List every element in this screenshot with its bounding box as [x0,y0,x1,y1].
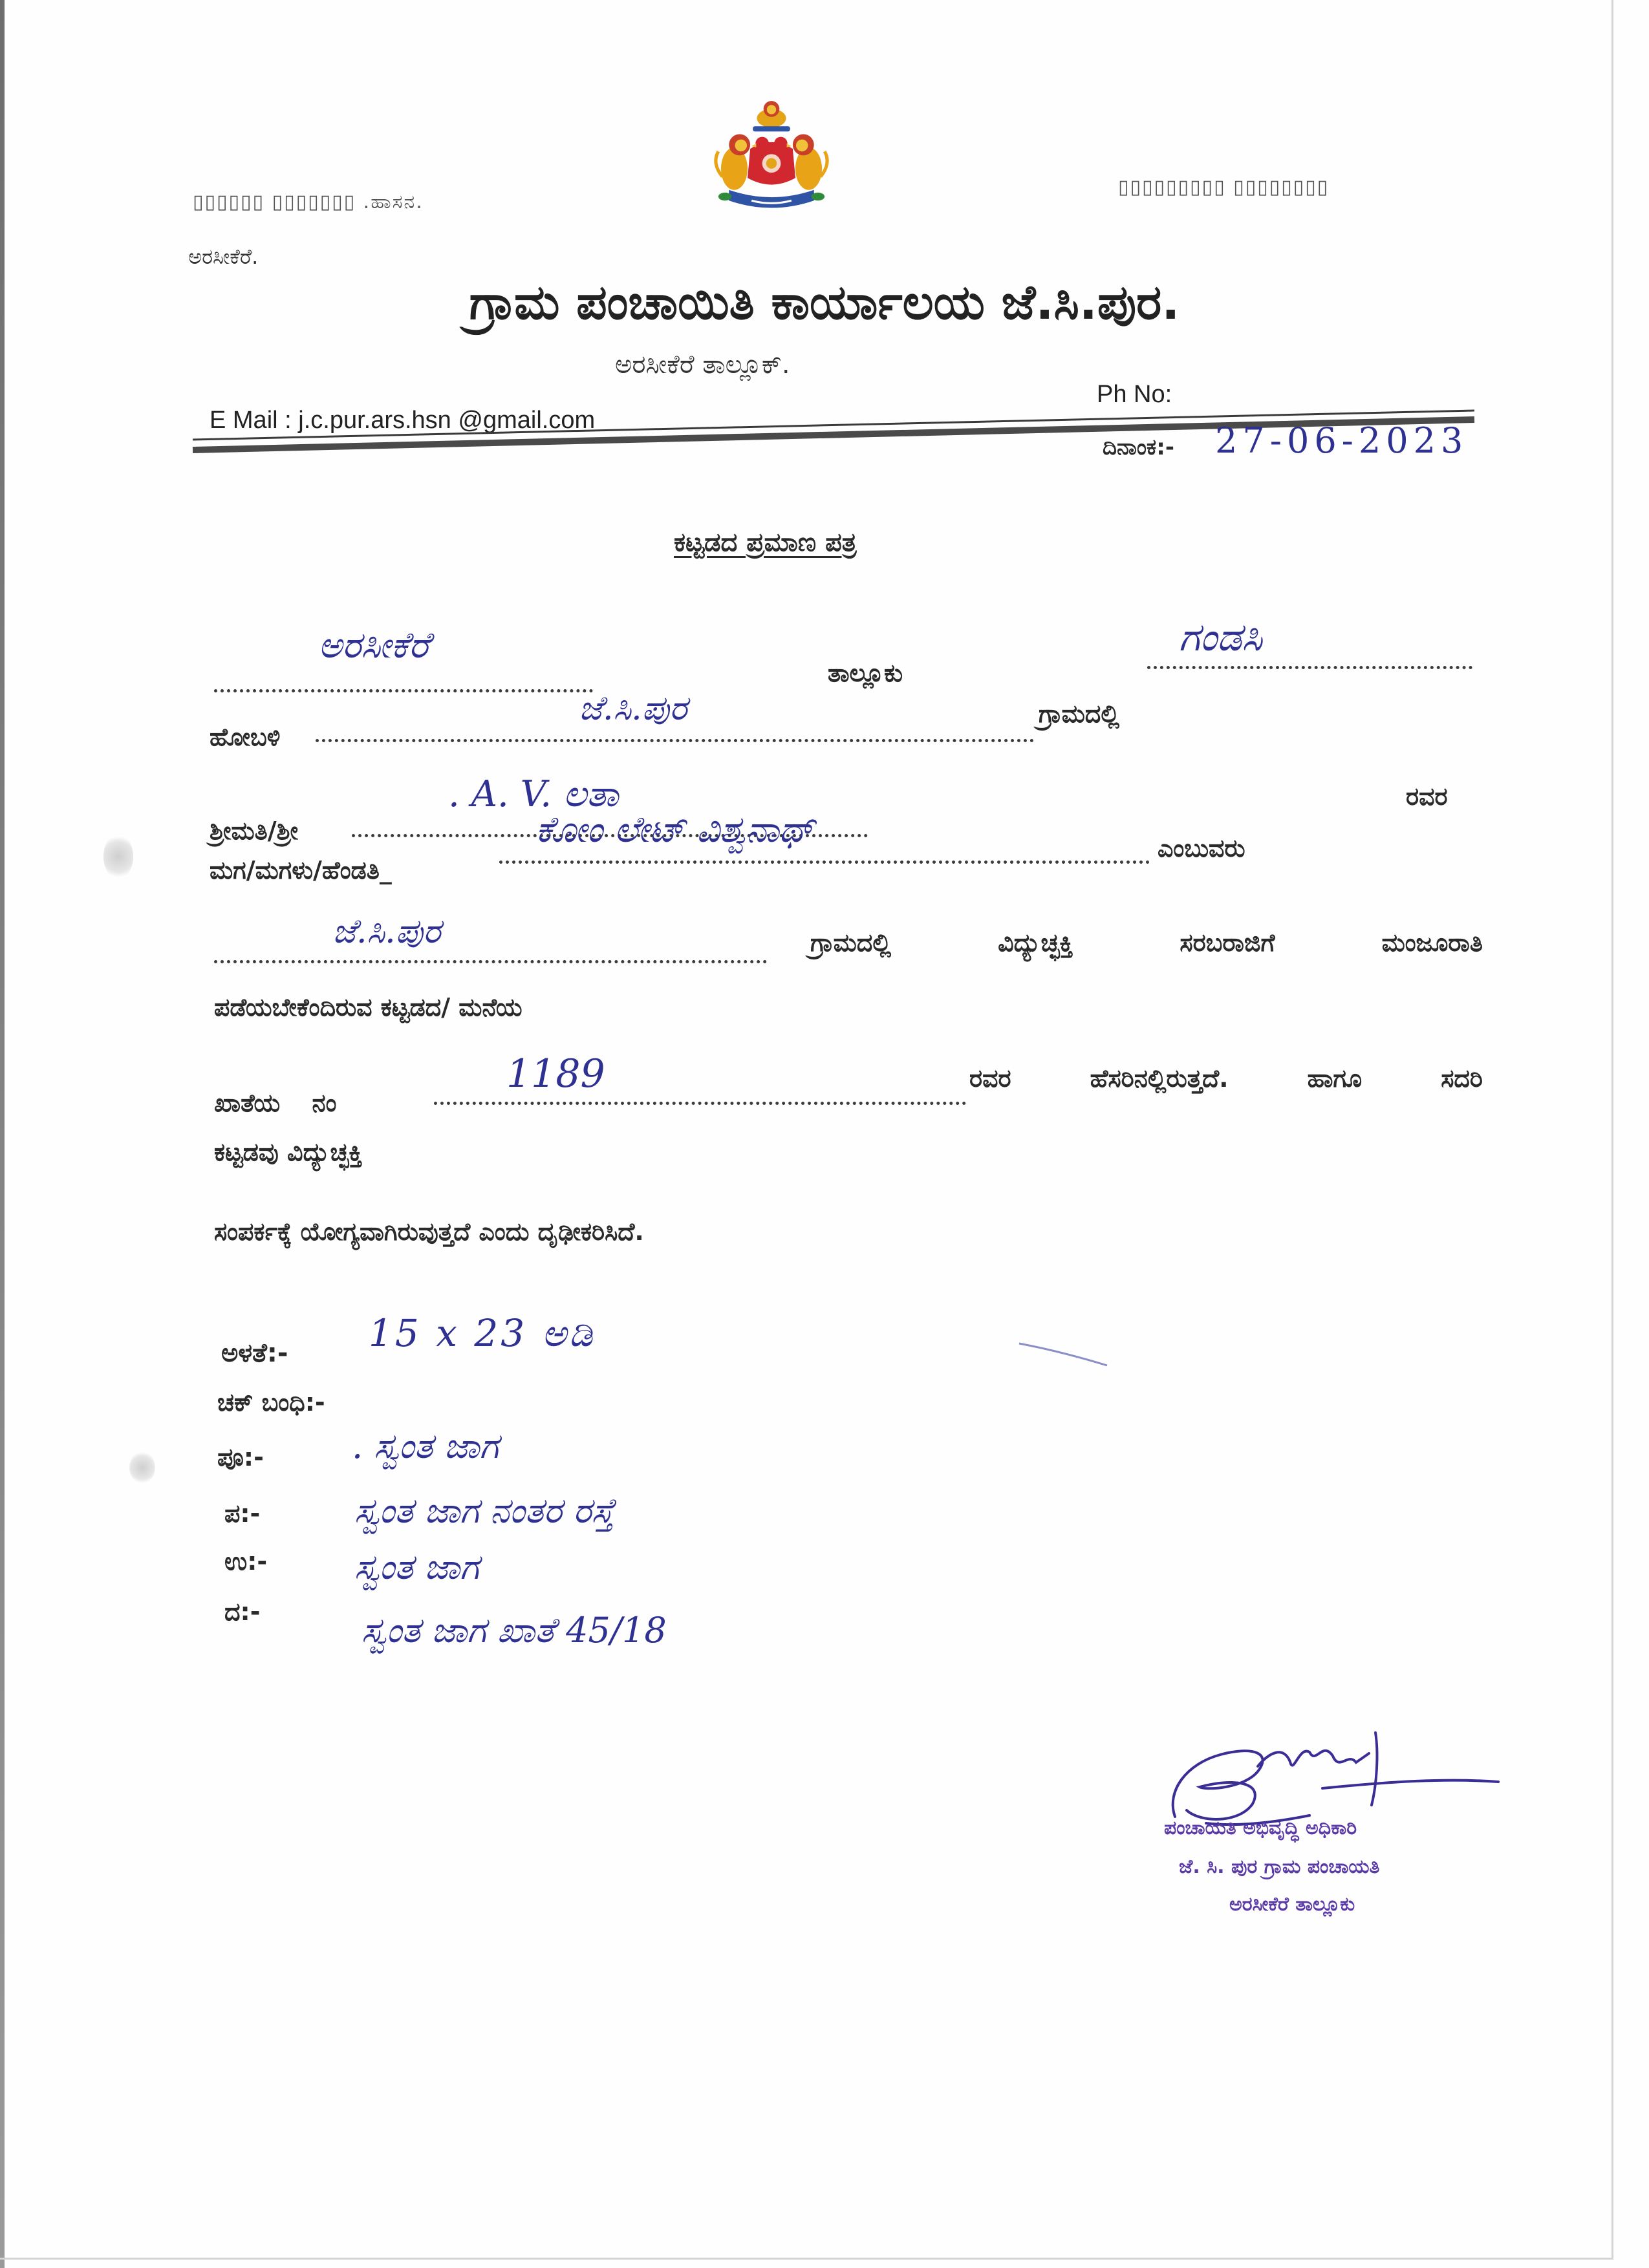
line-7-word: ಹೆಸರಿನಲ್ಲಿರುತ್ತದೆ. [1090,1064,1229,1093]
boundary-east-value: . ಸ್ವಂತ ಜಾಗ [352,1426,499,1466]
boundary-south-value: ಸ್ವಂತ ಜಾಗ ಖಾತೆ 45/18 [361,1610,667,1651]
stray-pen-mark [1015,1338,1112,1371]
taluk-value: ಅರಸೀಕೆರೆ [318,625,429,667]
phone-label: Ph No: [1097,381,1172,408]
certificate-heading: ಕಟ್ಟಡದ ಪ್ರಮಾಣ ಪತ್ರ [674,528,857,557]
measure-value: 15 x 23 ಅಡಿ [369,1311,596,1355]
fill-line-village [316,739,1034,742]
boundary-label: ಚಕ್ ಬಂಧಿ:- [217,1388,325,1417]
boundary-west-value: ಸ್ವಂತ ಜಾಗ ನಂತರ ರಸ್ತೆ [354,1490,615,1531]
taluk-label: ತಾಲ್ಲೂಕು [828,659,903,687]
paper-smudge [129,1451,155,1484]
boundary-north-label: ಉ:- [224,1547,268,1576]
header-town: ಅರಸೀಕೆರೆ. [188,244,259,269]
emblem-left-lion [716,134,750,190]
scan-edge-left [0,0,5,2268]
fill-line-relation [499,861,1150,864]
header-right-line: ▯▯▯▯▯▯▯▯▯ ▯▯▯▯▯▯▯▯ [1118,176,1330,198]
line-7-text [969,1064,1483,1094]
fill-line-village-2 [214,960,767,963]
date-value: 27-06-2023 [1215,420,1469,461]
hobli-label: ಹೋಬಳಿ [210,723,281,751]
paper-smudge [103,834,133,879]
village-label: ಗ್ರಾಮದಲ್ಲಿ [1039,700,1120,728]
boundary-north-value: ಸ್ವಂತ ಜಾಗ [354,1546,479,1587]
boundary-south-label: ದ:- [224,1598,261,1626]
line-9-text: ಸಂಪರ್ಕಕ್ಕೆ ಯೋಗ್ಯವಾಗಿರುವುತ್ತದೆ ಎಂದು ದೃಢೀಕರಿಸಿದೆ. [214,1217,644,1246]
stamp-panchayat-name: ಜೆ. ಸಿ. ಪುರ ಗ್ರಾಮ ಪಂಚಾಯತಿ [1179,1856,1380,1878]
karnataka-emblem-icon [704,97,839,220]
boundary-west-label: ಪ:- [224,1499,261,1528]
name-label: ಶ್ರೀಮತಿ/ಶ್ರೀ [210,817,299,845]
relation-label: ಮಗ/ಮಗಳು/ಹೆಂಡತಿ_ [210,856,392,884]
email-address: j.c.pur.ars.hsn @gmail.com [298,407,596,434]
line-7-word: ರವರ [969,1064,1011,1093]
scan-edge-right [1611,0,1613,2259]
ravara-label: ರವರ [1406,782,1448,811]
line-6-text: ಪಡೆಯಬೇಕೆಂದಿರುವ ಕಟ್ಟಡದ/ ಮನೆಯ [214,993,523,1022]
hobli-value: ಗಂಡಸಿ [1179,615,1263,660]
line-5-word: ಮಂಜೂರಾತಿ [1381,928,1483,957]
line-5-word: ವಿದ್ಯುಚ್ಛಕ್ತಿ [998,928,1073,957]
header-office-line: ▯▯▯▯▯▯ ▯▯▯▯▯▯▯ .ಹಾಸನ. [193,191,424,213]
date-label: ದಿನಾಂಕ:- [1103,434,1174,460]
khata-value: 1189 [506,1051,605,1097]
page-subtitle: ಅರಸೀಕೆರೆ ತಾಲ್ಲೂಕ್. [615,350,790,380]
email-label: E Mail : [210,407,292,434]
relation-value: ಕೋಂ ಲೇಟ್ ವಿಶ್ವನಾಥ್ [535,809,815,851]
embuvaru-label: ಎಂಬುವರು [1158,834,1245,862]
measure-label: ಅಳತೆ:- [221,1338,288,1368]
fill-line-khata [434,1102,966,1105]
line-7-word: ಸದರಿ [1441,1064,1483,1093]
village-value: ಜೆ.ಸಿ.ಪುರ [579,689,687,728]
line-5-text [810,928,1483,958]
line-5-word: ಗ್ರಾಮದಲ್ಲಿ [810,928,892,957]
stamp-officer-title: ಪಂಚಾಯತಿ ಅಭಿವೃದ್ಧಿ ಅಧಿಕಾರಿ [1164,1817,1357,1839]
stamp-taluk: ಅರಸೀಕೆರೆ ತಾಲ್ಲೂಕು [1229,1893,1355,1916]
emblem-top-lion [753,101,790,131]
village-2-value: ಜೆ.ಸಿ.ಪುರ [332,912,441,951]
line-7-word: ಹಾಗೂ [1307,1064,1363,1093]
emblem-right-lion [793,134,827,190]
emblem-base-ribbon [718,190,824,208]
line-8-text: ಕಟ್ಟಡವು ವಿದ್ಯುಚ್ಛಕ್ತಿ [214,1138,363,1166]
line-5-word: ಸರಬರಾಜಿಗೆ [1180,928,1275,957]
fill-line-taluk [214,689,593,692]
name-value: . A. V. ಲತಾ [448,773,619,815]
scan-edge-bottom [0,2258,1613,2260]
khata-label: ಖಾತೆಯ ನಂ [214,1089,337,1117]
page-title: ಗ್ರಾಮ ಪಂಚಾಯಿತಿ ಕಾರ್ಯಾಲಯ ಜೆ.ಸಿ.ಪುರ. [469,275,1180,330]
fill-line-hobli [1147,666,1472,669]
emblem-gandaberunda [748,137,795,185]
boundary-east-label: ಪೂ:- [217,1443,264,1471]
